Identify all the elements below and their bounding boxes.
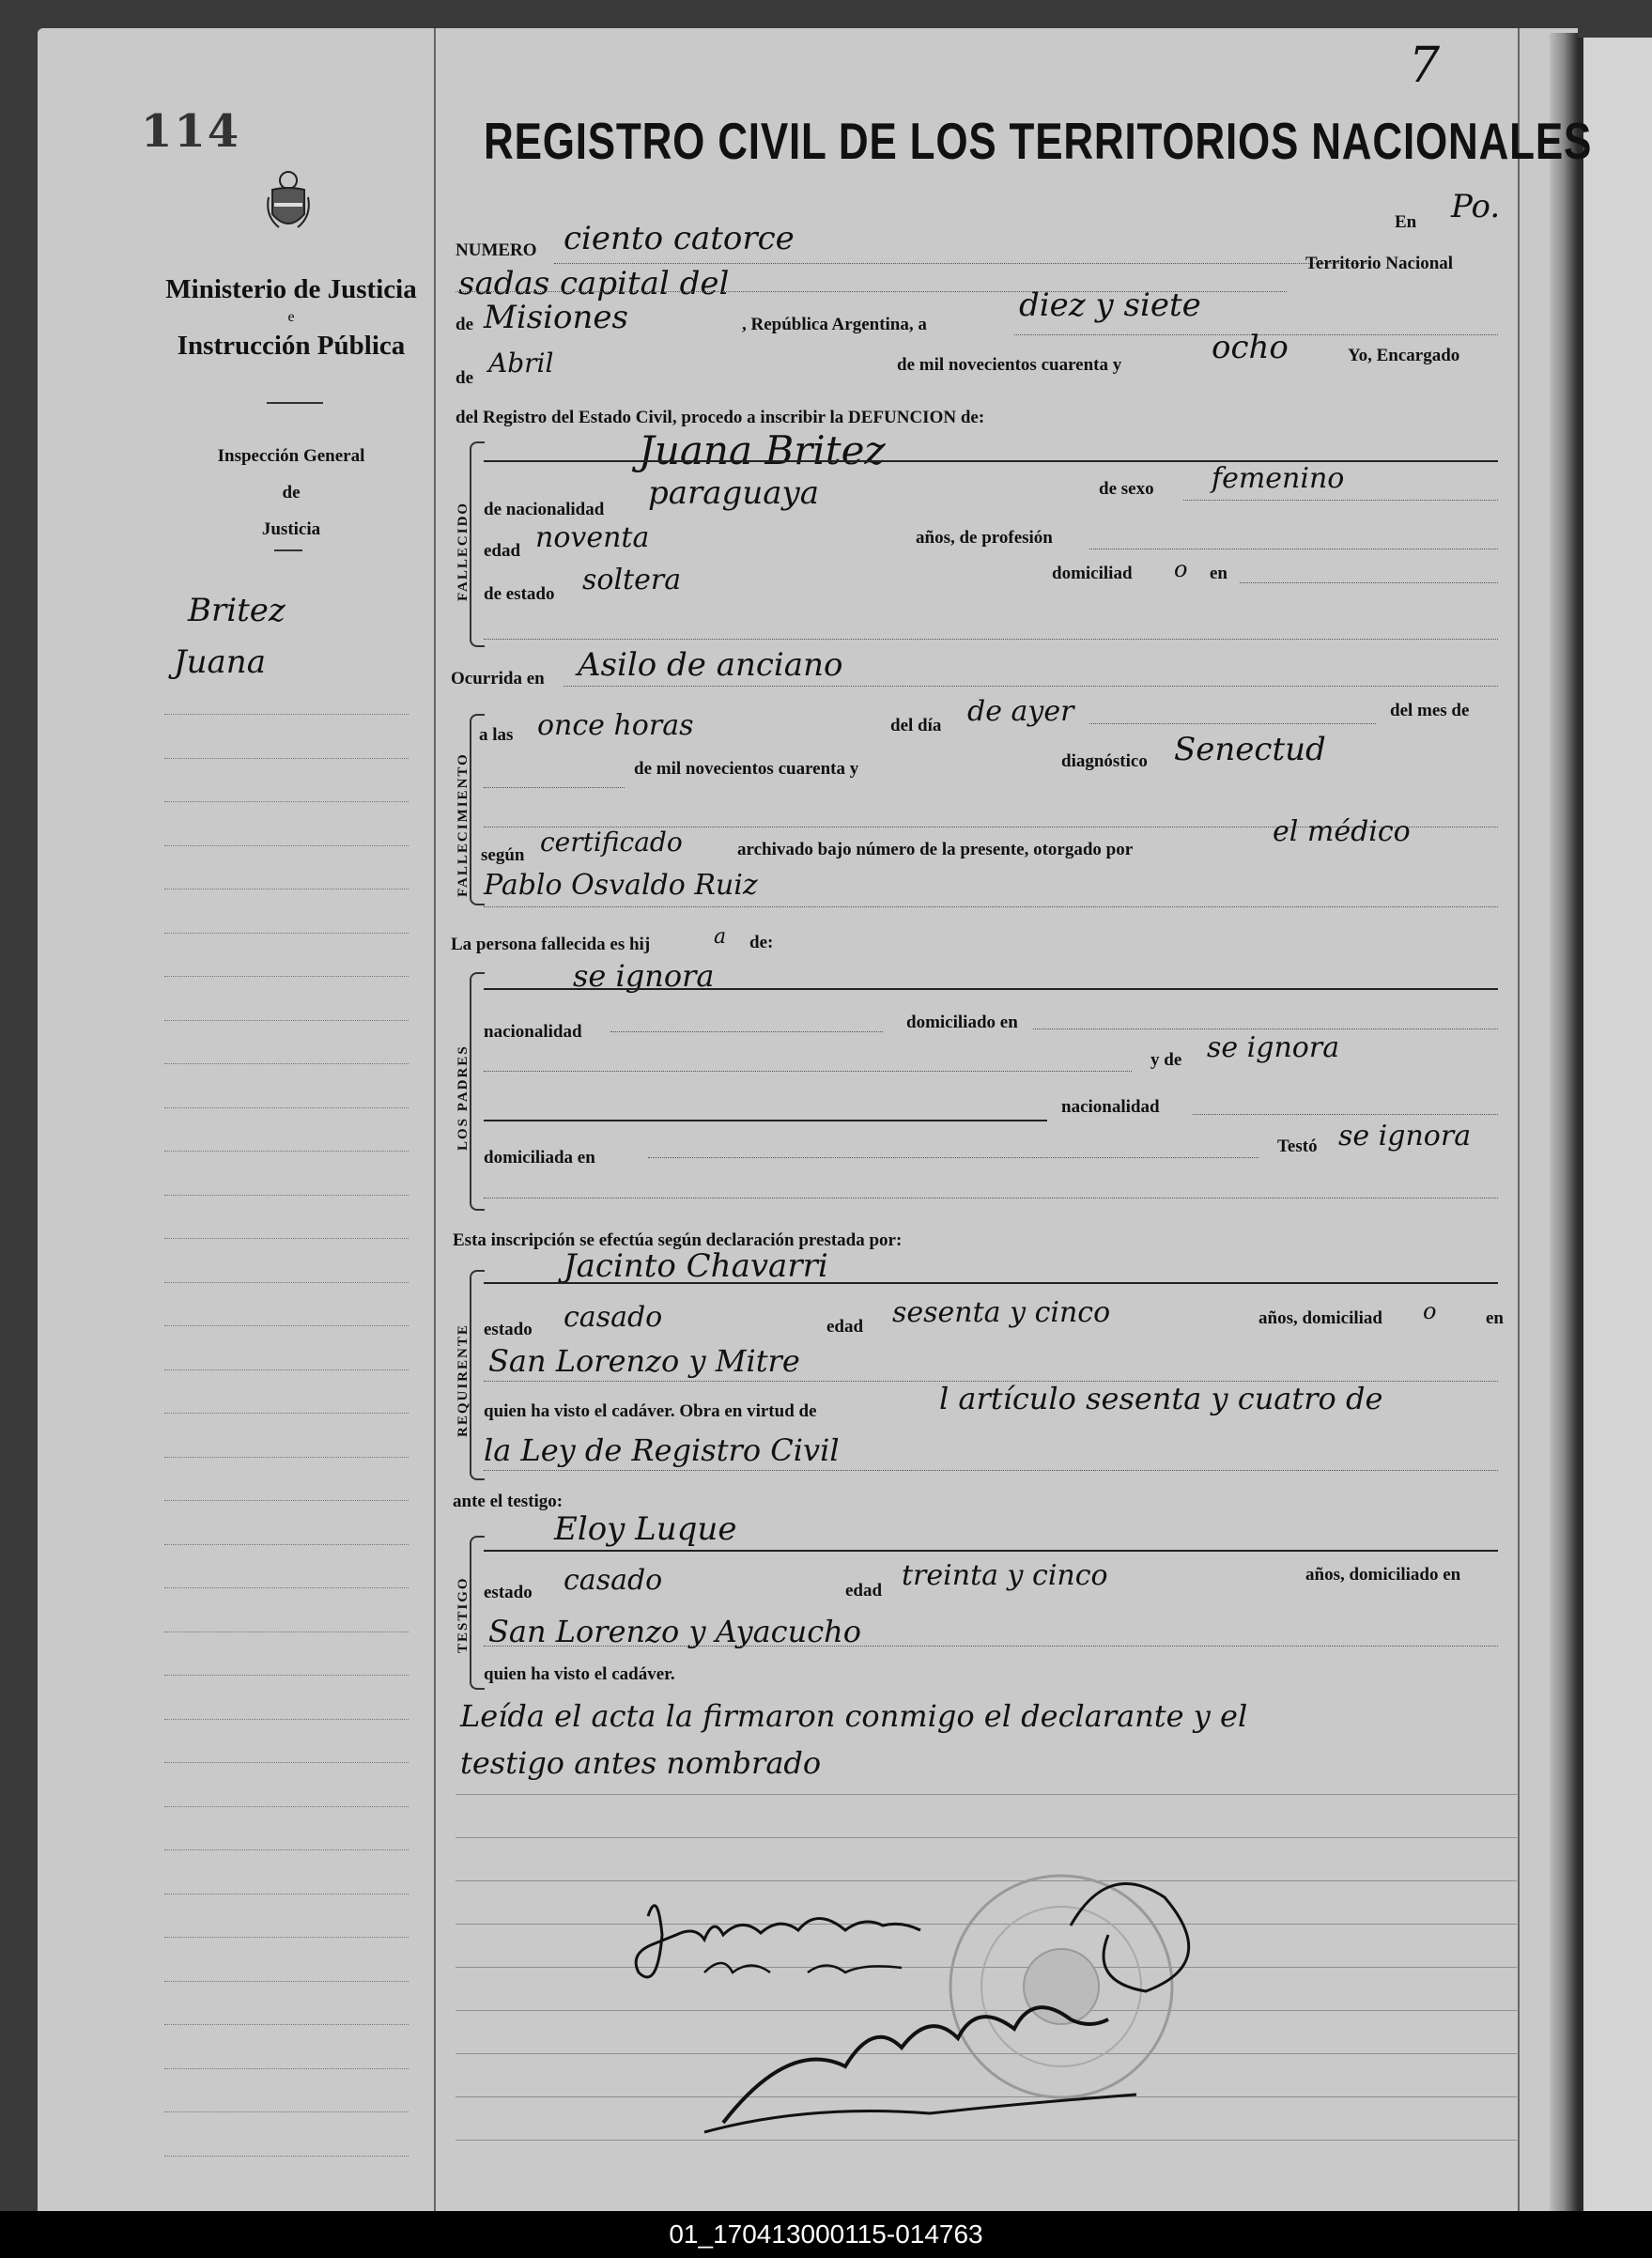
- hijo-label: La persona fallecida es hij: [451, 935, 651, 954]
- fallecido-en-label: en: [1210, 564, 1227, 583]
- margin-line: [164, 1063, 409, 1064]
- de2-label: de: [455, 368, 473, 388]
- requirente-en-label: en: [1486, 1308, 1504, 1328]
- requirente-anios-label: años, domiciliad: [1258, 1308, 1382, 1328]
- domiciliad-label: domiciliad: [1052, 564, 1133, 583]
- name-line: [484, 460, 1498, 462]
- margin-line: [164, 845, 409, 846]
- virtud-value: l artículo sesenta y cuatro de: [939, 1381, 1383, 1416]
- padres-side-label: LOS PADRES: [455, 1044, 471, 1151]
- place-value: sadas capital del: [458, 265, 730, 302]
- register-title: REGISTRO CIVIL DE LOS TERRITORIOS NACIONALES: [484, 112, 1593, 170]
- name-line: [484, 1282, 1498, 1284]
- de-label: de: [455, 315, 473, 334]
- margin-line: [164, 976, 409, 977]
- ruled-line: [455, 1794, 1517, 1795]
- ministry-heading: [150, 271, 432, 364]
- virtud-value-2: la Ley de Registro Civil: [484, 1432, 840, 1468]
- cadaver-label: quien ha visto el cadáver. Obra en virtud de: [484, 1401, 817, 1421]
- testigo-edad-label: edad: [845, 1581, 883, 1601]
- estado-label: de estado: [484, 584, 555, 604]
- margin-line: [164, 1894, 409, 1895]
- name-line: [484, 1550, 1498, 1552]
- domiciliada-label: domiciliada en: [484, 1148, 595, 1168]
- padres-nacionalidad2-label: nacionalidad: [1061, 1097, 1160, 1117]
- del-dia-label: del día: [890, 716, 942, 735]
- requirente-domiciliad-value: o: [1423, 1298, 1437, 1324]
- coat-of-arms-icon: [265, 169, 312, 235]
- nacionalidad-value: paraguaya: [648, 474, 819, 512]
- margin-line: [164, 1457, 409, 1458]
- fill-line: [1193, 1114, 1498, 1115]
- year-label: de mil novecientos cuarenta y: [897, 355, 1122, 375]
- fill-line: [484, 639, 1498, 640]
- intro-label: del Registro del Estado Civil, procedo a inscribir la DEFUNCION de:: [455, 408, 985, 427]
- month-value: Abril: [488, 348, 554, 379]
- testigo-edad-value: treinta y cinco: [902, 1559, 1108, 1592]
- margin-given-name: Juana: [174, 643, 266, 681]
- page-number: 114: [141, 105, 241, 158]
- ministry-conjunction: e: [287, 309, 295, 325]
- domiciliado-label: domiciliado en: [906, 1013, 1018, 1032]
- day-value: diez y siete: [1019, 286, 1201, 324]
- declaracion-label: Esta inscripción se efectúa según declaración prestada por:: [453, 1230, 903, 1250]
- margin-line: [164, 758, 409, 759]
- divider: [267, 402, 323, 404]
- ministry-line-1: Ministerio de Justicia: [165, 274, 417, 304]
- fallecimiento-side-label: FALLECIMIENTO: [455, 752, 471, 897]
- margin-line: [164, 2024, 409, 2025]
- estado-value: soltera: [582, 564, 682, 596]
- testigo-estado-label: estado: [484, 1583, 533, 1602]
- a-las-label: a las: [479, 725, 514, 745]
- requirente-side-label: REQUIRENTE: [455, 1323, 471, 1437]
- testigo-anios-label: años, domiciliado en: [1305, 1565, 1461, 1585]
- archivado-label: archivado bajo número de la presente, otorgado por: [737, 840, 1134, 859]
- fill-line: [484, 787, 625, 788]
- profesion-label: años, de profesión: [916, 528, 1053, 548]
- fill-line: [554, 263, 1371, 264]
- inspection-line-2: de: [282, 483, 301, 503]
- testigo-side-label: TESTIGO: [455, 1576, 471, 1653]
- fill-line: [484, 1198, 1498, 1199]
- closing-line-1: Leída el acta la firmaron conmigo el declarante y el: [460, 1698, 1248, 1734]
- margin-line: [164, 1107, 409, 1108]
- territorio-label: Territorio Nacional: [1305, 254, 1454, 273]
- diagnostico-value: Senectud: [1174, 731, 1326, 768]
- inspection-heading: [197, 438, 385, 548]
- domiciliad-value: o: [1174, 556, 1188, 582]
- margin-line: [164, 1544, 409, 1545]
- testigo-name: Eloy Luque: [554, 1510, 737, 1548]
- margin-line: [164, 1238, 409, 1239]
- inspection-line-3: Justicia: [261, 519, 321, 539]
- fill-line: [1183, 500, 1498, 501]
- ruled-line: [455, 1837, 1517, 1838]
- territory-value: Misiones: [484, 299, 628, 336]
- column-divider: [434, 28, 436, 2211]
- numero-label: NUMERO: [455, 240, 537, 260]
- margin-line: [164, 1806, 409, 1807]
- margin-line: [164, 1587, 409, 1588]
- margin-line: [164, 1020, 409, 1021]
- name-line: [484, 988, 1498, 990]
- padres-nacionalidad-label: nacionalidad: [484, 1022, 582, 1042]
- fill-line: [1033, 1028, 1498, 1029]
- margin-line: [164, 714, 409, 715]
- fill-line: [610, 1031, 883, 1032]
- divider: [274, 549, 302, 551]
- fill-line: [484, 1646, 1498, 1647]
- margin-line: [164, 1849, 409, 1850]
- ministry-line-2: Instrucción Pública: [177, 331, 406, 361]
- ocurrida-value: Asilo de anciano: [578, 646, 843, 684]
- corner-mark: 7: [1409, 38, 1441, 94]
- margin-line: [164, 1981, 409, 1982]
- requirente-edad-label: edad: [826, 1317, 864, 1337]
- fill-line: [484, 1470, 1498, 1471]
- sexo-value: femenino: [1212, 462, 1345, 495]
- sexo-label: de sexo: [1099, 479, 1154, 499]
- inspection-line-1: Inspección General: [217, 446, 365, 466]
- del-mes-label: del mes de: [1390, 701, 1470, 720]
- margin-line: [164, 1151, 409, 1152]
- diagnostico-label: diagnóstico: [1061, 751, 1148, 771]
- edad-label: edad: [484, 541, 521, 561]
- margin-line: [164, 1719, 409, 1720]
- en-label: En: [1395, 212, 1417, 232]
- y-de-label: y de: [1150, 1050, 1182, 1070]
- year-value: ocho: [1212, 329, 1289, 366]
- closing-line-2: testigo antes nombrado: [460, 1745, 822, 1781]
- margin-line: [164, 1369, 409, 1370]
- margin-surname: Britez: [188, 592, 286, 629]
- hora-value: once horas: [537, 709, 694, 742]
- fallecimiento-year-label: de mil novecientos cuarenta y: [634, 759, 859, 779]
- ocurrida-label: Ocurrida en: [451, 669, 545, 688]
- requirente-address: San Lorenzo y Mitre: [488, 1343, 800, 1379]
- hijo-de-label: de:: [749, 933, 774, 952]
- requirente-estado-value: casado: [564, 1301, 663, 1334]
- margin-line: [164, 1762, 409, 1763]
- edad-value: noventa: [535, 521, 650, 554]
- margin-line: [164, 801, 409, 802]
- fill-line: [648, 1157, 1258, 1158]
- fill-line: [484, 906, 1498, 907]
- otorgado-value: el médico: [1273, 815, 1411, 848]
- requirente-edad-value: sesenta y cinco: [892, 1296, 1111, 1329]
- section-brace: [470, 441, 485, 647]
- margin-line: [164, 2156, 409, 2157]
- section-brace: [470, 972, 485, 1211]
- margin-line: [164, 1675, 409, 1676]
- right-register-page: [1578, 38, 1652, 2211]
- numero-value: ciento catorce: [564, 220, 795, 257]
- name-line: [484, 1120, 1047, 1121]
- testigo-label: ante el testigo:: [453, 1492, 564, 1511]
- medico-name: Pablo Osvaldo Ruiz: [484, 869, 758, 902]
- certificado-value: certificado: [540, 827, 683, 858]
- en-value: Po.: [1451, 188, 1501, 225]
- deceased-name: Juana Britez: [639, 427, 886, 473]
- margin-line: [164, 1282, 409, 1283]
- testigo-cadaver-label: quien ha visto el cadáver.: [484, 1664, 675, 1684]
- section-brace: [470, 1270, 485, 1480]
- fill-line: [484, 1071, 1132, 1072]
- madre-value: se ignora: [1207, 1031, 1340, 1064]
- book-spine: [1550, 33, 1578, 2211]
- testigo-address: San Lorenzo y Ayacucho: [488, 1614, 861, 1649]
- testo-label: Testó: [1277, 1137, 1318, 1156]
- requirente-estado-label: estado: [484, 1320, 533, 1339]
- section-brace: [470, 1536, 485, 1690]
- testigo-estado-value: casado: [564, 1564, 663, 1597]
- margin-line: [164, 1500, 409, 1501]
- margin-line: [164, 2111, 409, 2112]
- margin-line: [164, 1413, 409, 1414]
- footer-id: 01_170413000115-014763: [0, 2211, 1652, 2258]
- fallecido-side-label: FALLECIDO: [455, 501, 471, 601]
- dia-value: de ayer: [967, 695, 1074, 728]
- fill-line: [564, 686, 1498, 687]
- encargado-label: Yo, Encargado: [1348, 346, 1460, 365]
- margin-line: [164, 1195, 409, 1196]
- testo-value: se ignora: [1338, 1120, 1472, 1152]
- republica-label: , República Argentina, a: [742, 315, 927, 334]
- hijo-value: a: [714, 925, 727, 949]
- margin-line: [164, 933, 409, 934]
- requirente-name: Jacinto Chavarri: [564, 1247, 828, 1285]
- right-margin-rule: [1518, 28, 1520, 2211]
- fill-line: [1240, 582, 1498, 583]
- nacionalidad-label: de nacionalidad: [484, 500, 605, 519]
- padre-value: se ignora: [573, 958, 715, 994]
- margin-line: [164, 1937, 409, 1938]
- signatures: [620, 1879, 1296, 2160]
- fill-line: [1089, 723, 1376, 724]
- margin-line: [164, 1325, 409, 1326]
- margin-line: [164, 2068, 409, 2069]
- segun-label: según: [481, 845, 525, 865]
